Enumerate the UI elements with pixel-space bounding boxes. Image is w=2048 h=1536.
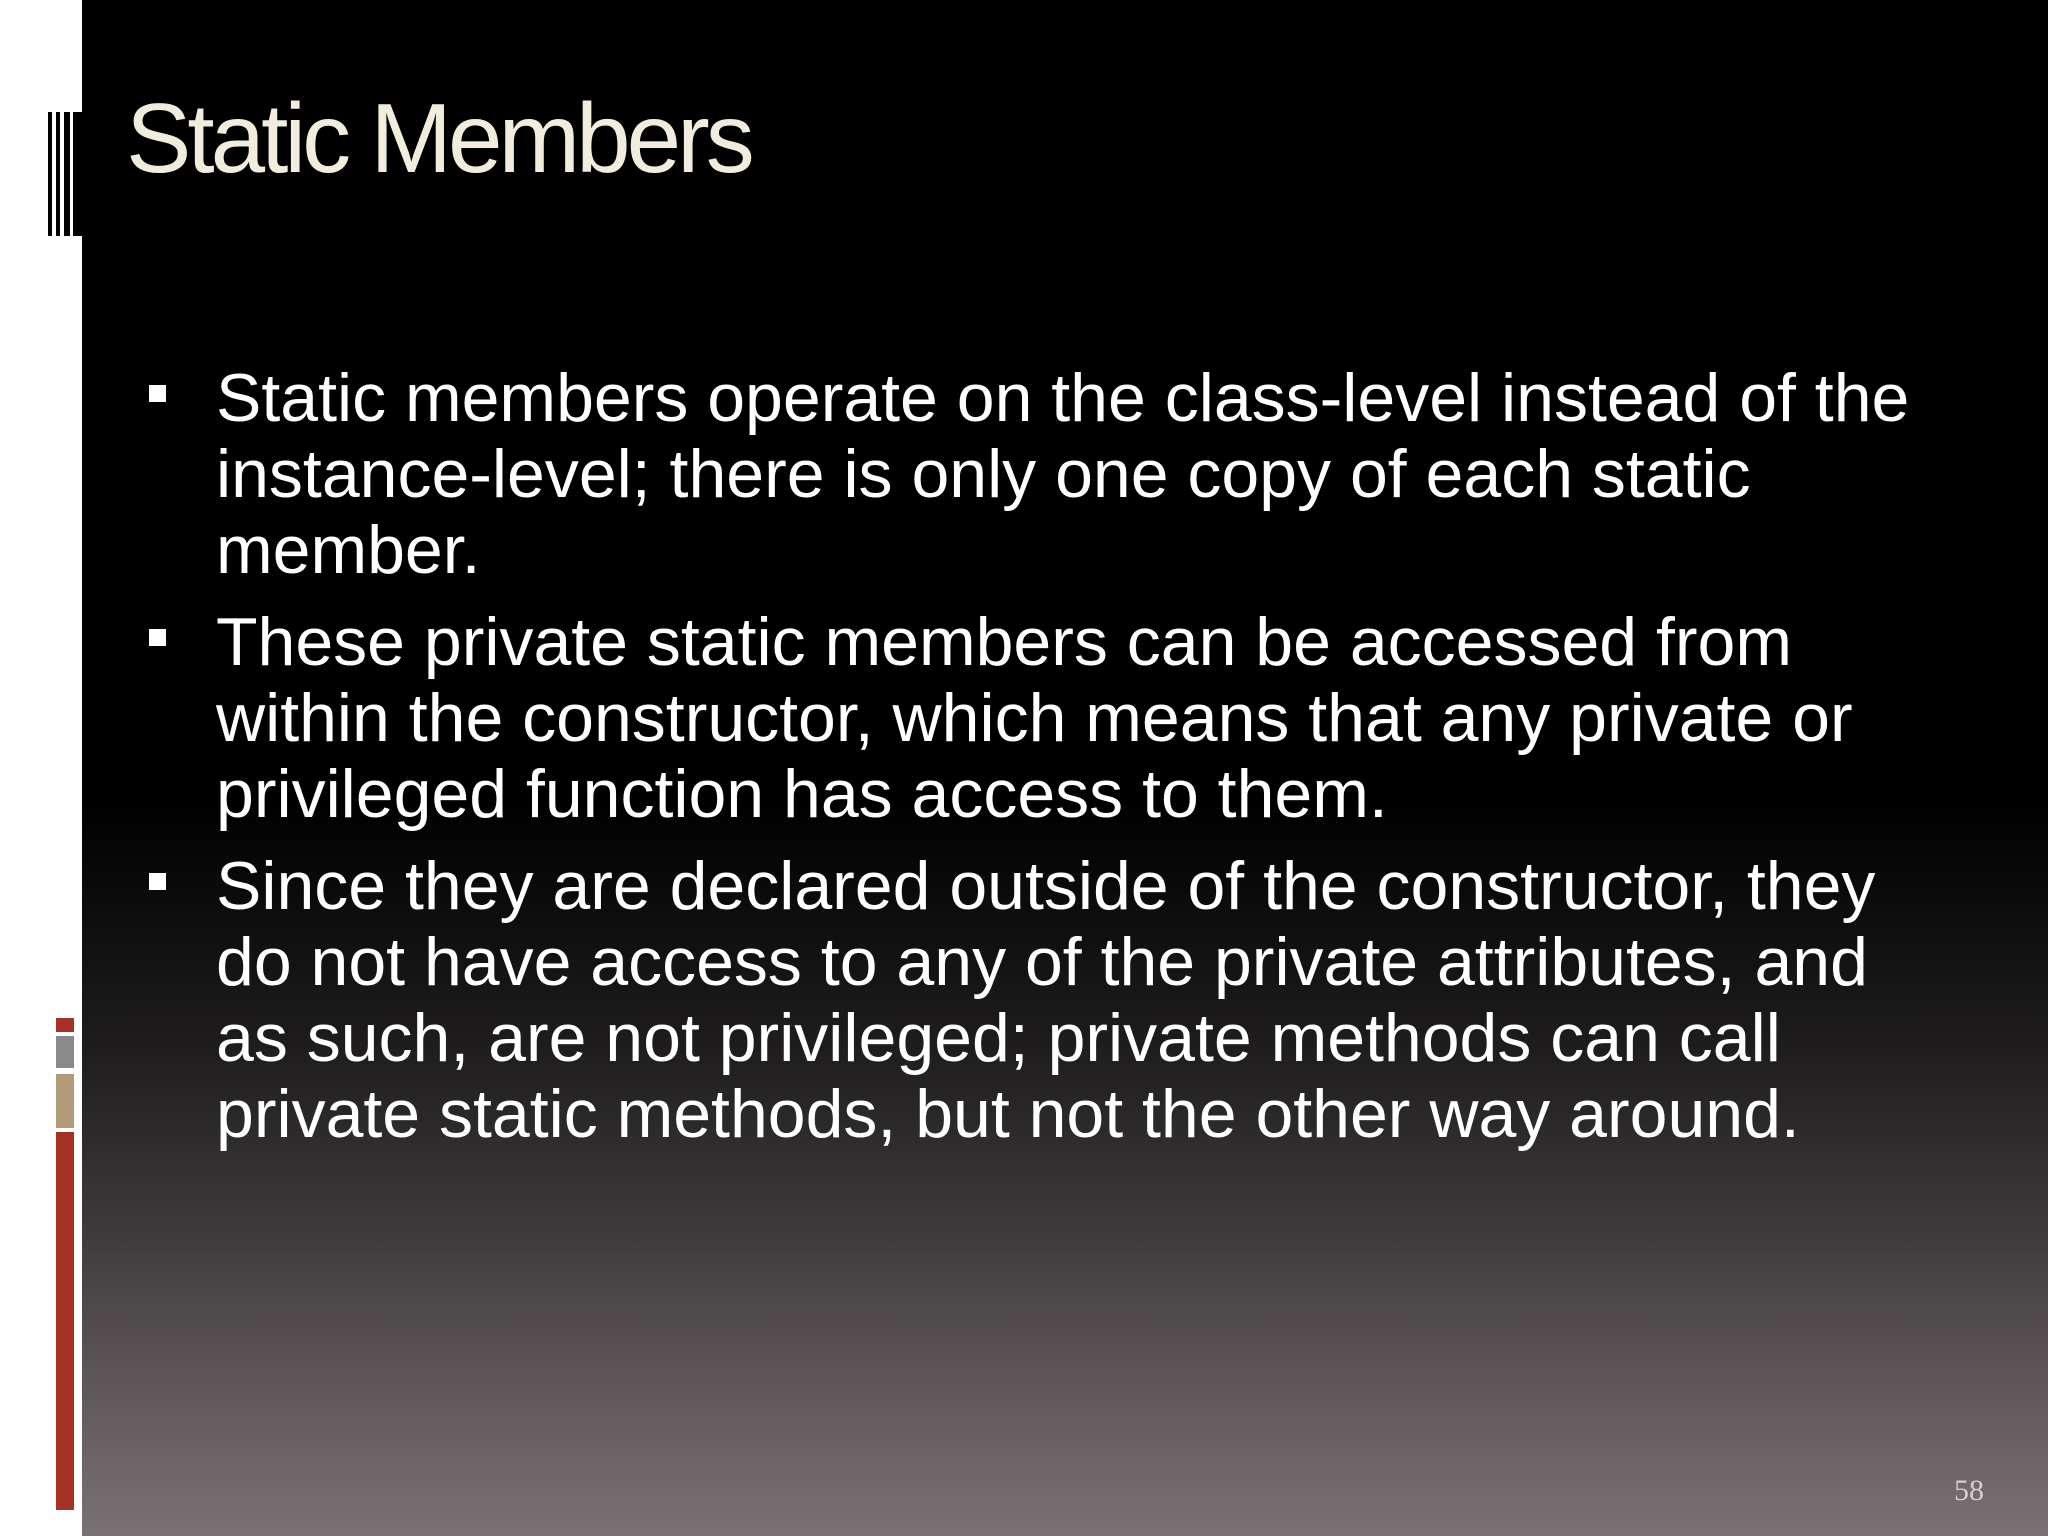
decorative-stripe [48,112,52,236]
slide-title: Static Members [126,83,751,193]
bullet-text: Since they are declared outside of the constructor, they do not have access to any of the private attributes, and as such, are not privileged; private methods can call private static methods, but not the other way around. [216,848,1876,1152]
bullet-text: These private static members can be accessed from within the constructor, which means that any private or privileged function has access to them. [216,604,1853,832]
square-bullet-icon [149,629,166,646]
bullet-item [138,360,1918,588]
square-bullet-icon [149,385,166,402]
bullet-list [138,360,1918,1168]
bullet-text: Static members operate on the class-level instead of the instance-level; there is only one copy of each static member. [216,360,1910,588]
bullet-item [138,604,1918,832]
bullet-item [138,848,1918,1152]
decorative-stripe-tan [56,1074,74,1128]
page-number: 58 [1954,1474,1984,1507]
decorative-stripe-red [56,1132,74,1510]
decorative-stripe-red-top [56,1018,74,1032]
decorative-stripe [73,112,82,236]
decorative-stripes [0,0,82,1536]
decorative-stripe [64,112,70,236]
decorative-stripe [56,112,60,236]
decorative-stripe-gray [56,1036,74,1068]
square-bullet-icon [149,873,166,890]
